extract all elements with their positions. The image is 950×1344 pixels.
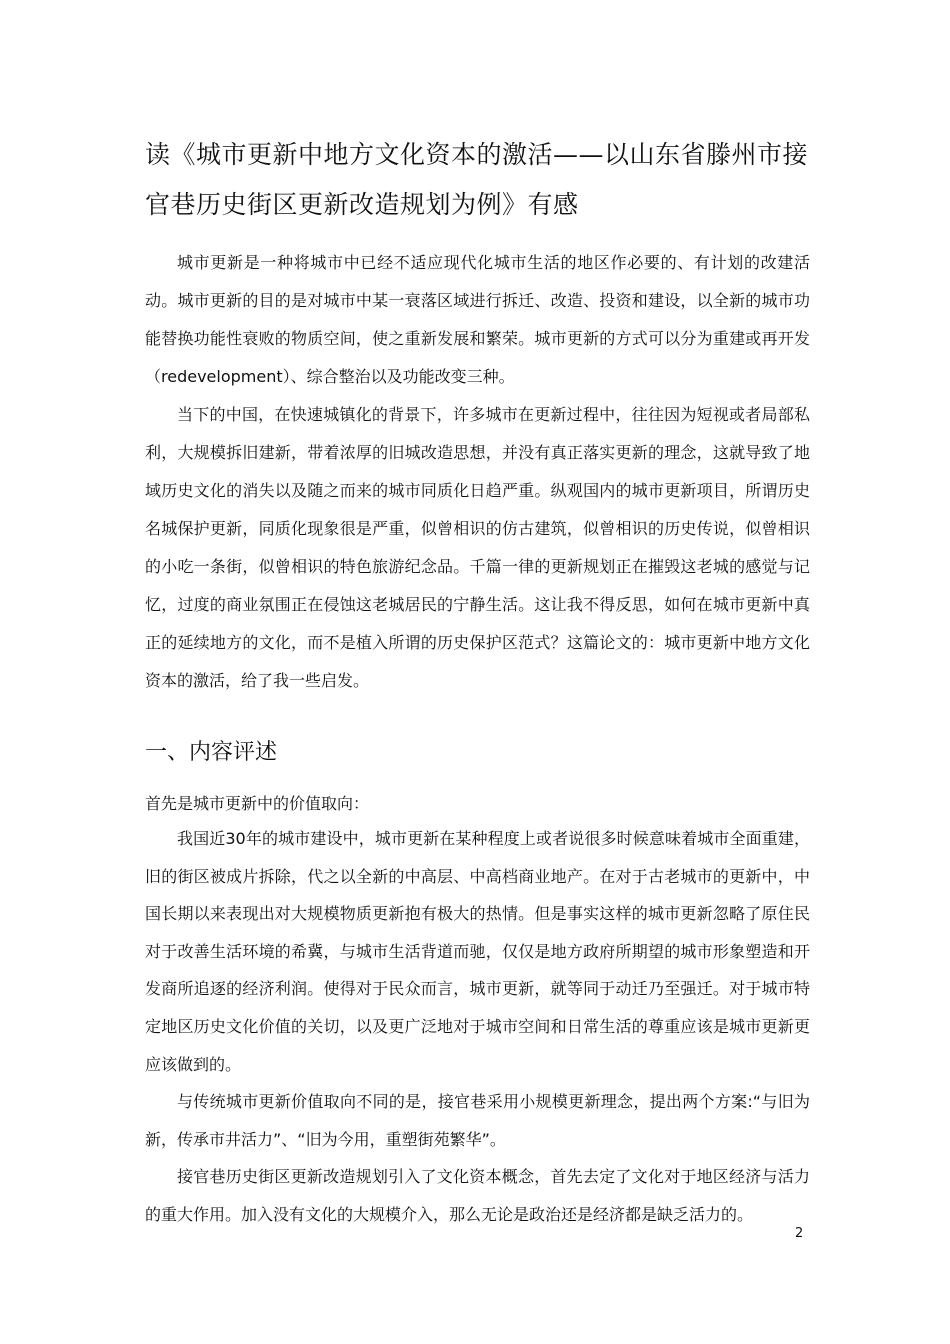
intro-section bbox=[145, 244, 810, 700]
intro-paragraph: 当下的中国，在快速城镇化的背景下，许多城市在更新过程中，往往因为短视或者局部私利，大规模拆旧建新，带着浓厚的旧城改造思想，并没有真正落实更新的理念，这就导致了地域历史文化的消失以及随之而来的城市同质化日趋严重。纵观国内的城市更新项目，所谓历史名城保护更新，同质化现象很是严重，似曾相识的仿古建筑，似曾相识的历史传说，似曾相识的小吃一条街，似曾相识的特色旅游纪念品。千篇一律的更新规划正在摧毁这老城的感觉与记忆，过度的商业氛围正在侵蚀这老城居民的宁静生活。这让我不得反思，如何在城市更新中真正的延续地方的文化，而不是植入所谓的历史保护区范式？这篇论文的：城市更新中地方文化资本的激活，给了我一些启发。 bbox=[145, 405, 810, 690]
page-number: 2 bbox=[795, 1226, 804, 1241]
body-paragraph: 我国近30年的城市建设中，城市更新在某种程度上或者说很多时候意味着城市全面重建，旧的街区被成片拆除，代之以全新的中高层、中高档商业地产。在对于古老城市的更新中，中国长期以来表现出对大规模物质更新抱有极大的热情。但是事实这样的城市更新忽略了原住民对于改善生活环境的希冀，与城市生活背道而驰，仅仅是地方政府所期望的城市形象塑造和开发商所追逐的经济利润。使得对于民众而言，城市更新，就等同于动迁乃至强迁。对于城市特定地区历史文化价值的关切，以及更广泛地对于城市空间和日常生活的尊重应该是城市更新更应该做到的。 bbox=[145, 829, 810, 1074]
section-lead: 首先是城市更新中的价值取向： bbox=[145, 794, 370, 813]
section-heading: 一、内容评述 bbox=[145, 740, 278, 765]
content-review-section bbox=[145, 788, 810, 1234]
body-paragraph: 与传统城市更新价值取向不同的是，接官巷采用小规模更新理念，提出两个方案:“与旧为新，传承市井活力”、“旧为今用，重塑街苑繁华”。 bbox=[145, 1092, 810, 1149]
intro-paragraph: 城市更新是一种将城市中已经不适应现代化城市生活的地区作必要的、有计划的改建活动。城市更新的目的是对城市中某一衰落区域进行拆迁、改造、投资和建设，以全新的城市功能替换功能性衰败的物质空间，使之重新发展和繁荣。城市更新的方式可以分为重建或再开发（redevelopment）、综合整治以及功能改变三种。 bbox=[145, 253, 810, 386]
document-title: 读《城市更新中地方文化资本的激活——以山东省滕州市接官巷历史街区更新改造规划为例》有感 bbox=[145, 140, 809, 219]
body-paragraph: 接官巷历史街区更新改造规划引入了文化资本概念，首先去定了文化对于地区经济与活力的重大作用。加入没有文化的大规模介入，那么无论是政治还是经济都是缺乏活力的。 bbox=[145, 1167, 810, 1224]
